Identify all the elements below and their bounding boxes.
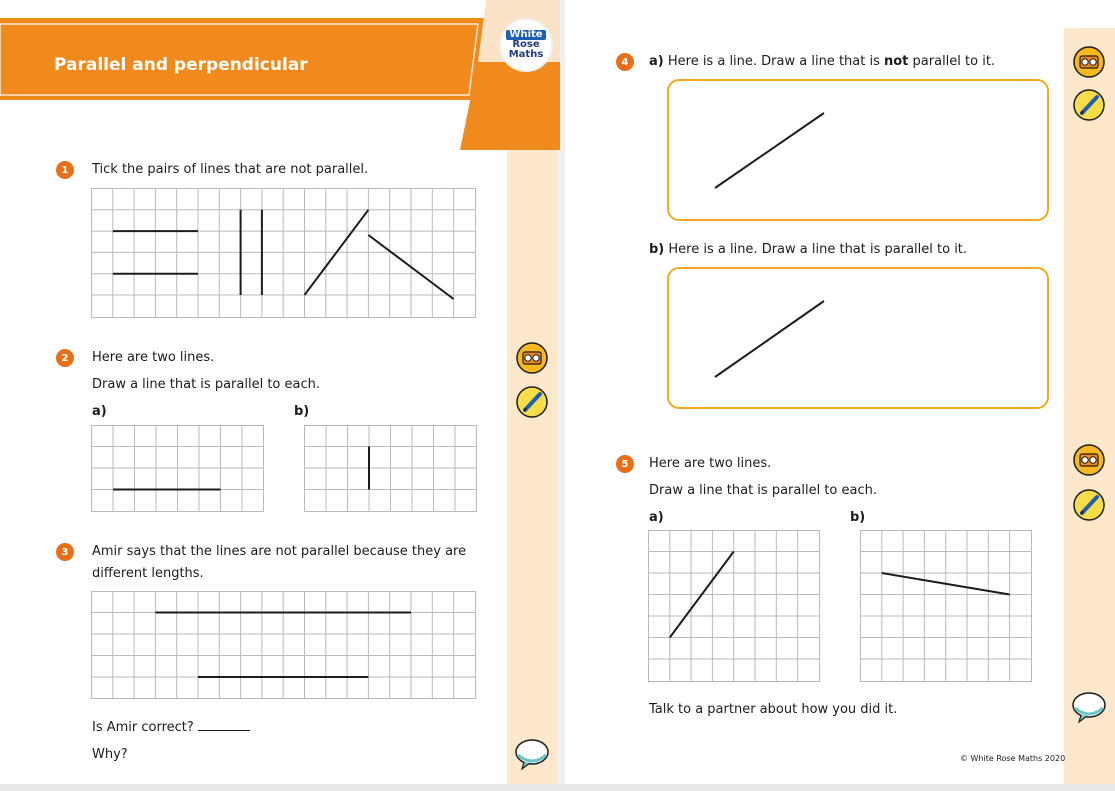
question-1-text: Tick the pairs of lines that are not parallel. xyxy=(92,162,369,177)
question-3-number: 3 xyxy=(56,543,74,561)
page-title: Parallel and perpendicular xyxy=(54,55,308,75)
question-3-grid xyxy=(91,591,476,699)
question-4-number: 4 xyxy=(616,53,634,71)
question-5-number: 5 xyxy=(616,455,634,473)
question-3-text-2: different lengths. xyxy=(92,566,204,581)
pencil-icon-q4 xyxy=(1073,89,1105,121)
question-5a-grid[interactable] xyxy=(648,530,820,682)
question-3-text-1: Amir says that the lines are not parallel because they are xyxy=(92,544,467,559)
question-4b-figure xyxy=(669,269,1047,407)
right-margin-strip xyxy=(1064,28,1115,784)
question-2-label-a: a) xyxy=(92,404,107,419)
explore-icon xyxy=(516,342,548,374)
question-2-text-1: Here are two lines. xyxy=(92,350,215,365)
copyright: © White Rose Maths 2020 xyxy=(960,754,1066,763)
white-rose-maths-logo xyxy=(499,18,553,72)
question-3-why: Why? xyxy=(92,747,128,762)
question-4a-answer-box[interactable] xyxy=(667,79,1049,221)
question-5-label-a: a) xyxy=(649,510,664,525)
pencil-icon-q5 xyxy=(1073,489,1105,521)
question-2b-grid[interactable] xyxy=(304,425,477,512)
question-4a-line xyxy=(715,113,824,188)
question-2-label-b: b) xyxy=(294,404,310,419)
question-4b-label: b) xyxy=(649,242,665,257)
question-2a-grid[interactable] xyxy=(91,425,264,512)
question-4b-line xyxy=(715,301,824,377)
question-4a-text-pre: Here is a line. Draw a line that is xyxy=(667,54,884,69)
question-4a-text-bold: not xyxy=(884,54,909,69)
logo-line-3: Maths xyxy=(508,49,544,60)
grid-lines xyxy=(92,188,476,318)
question-4b-prompt xyxy=(649,242,967,257)
pencil-icon xyxy=(516,386,548,418)
answer-blank[interactable] xyxy=(198,720,250,731)
question-3-correct-text: Is Amir correct? xyxy=(92,720,194,735)
question-4a-label: a) xyxy=(649,54,664,69)
bottom-strip xyxy=(0,784,1115,791)
title-banner xyxy=(0,0,560,160)
talk-prompt: Talk to a partner about how you did it. xyxy=(649,702,898,717)
question-3-correct-prompt xyxy=(92,720,250,735)
question-2-text-2: Draw a line that is parallel to each. xyxy=(92,377,320,392)
question-4a-prompt xyxy=(649,54,995,69)
explore-icon-q5 xyxy=(1073,444,1105,476)
explore-icon-q4 xyxy=(1073,46,1105,78)
logo-line-1: White xyxy=(506,30,545,40)
question-5-text-2: Draw a line that is parallel to each. xyxy=(649,483,877,498)
question-4a-figure xyxy=(669,81,1047,219)
question-1-grid xyxy=(91,188,476,318)
question-5-text-1: Here are two lines. xyxy=(649,456,772,471)
question-4b-text: Here is a line. Draw a line that is parallel to it. xyxy=(668,242,968,257)
question-4a-text-post: parallel to it. xyxy=(908,54,996,69)
question-1-number: 1 xyxy=(56,161,74,179)
question-5b-grid[interactable] xyxy=(860,530,1032,682)
question-4b-answer-box[interactable] xyxy=(667,267,1049,409)
speech-bubble-icon-talk xyxy=(1071,690,1107,724)
question-2-number: 2 xyxy=(56,349,74,367)
speech-bubble-icon xyxy=(514,737,550,771)
question-5-label-b: b) xyxy=(850,510,866,525)
logo-line-2: Rose xyxy=(512,39,540,50)
left-margin-strip xyxy=(507,118,557,784)
